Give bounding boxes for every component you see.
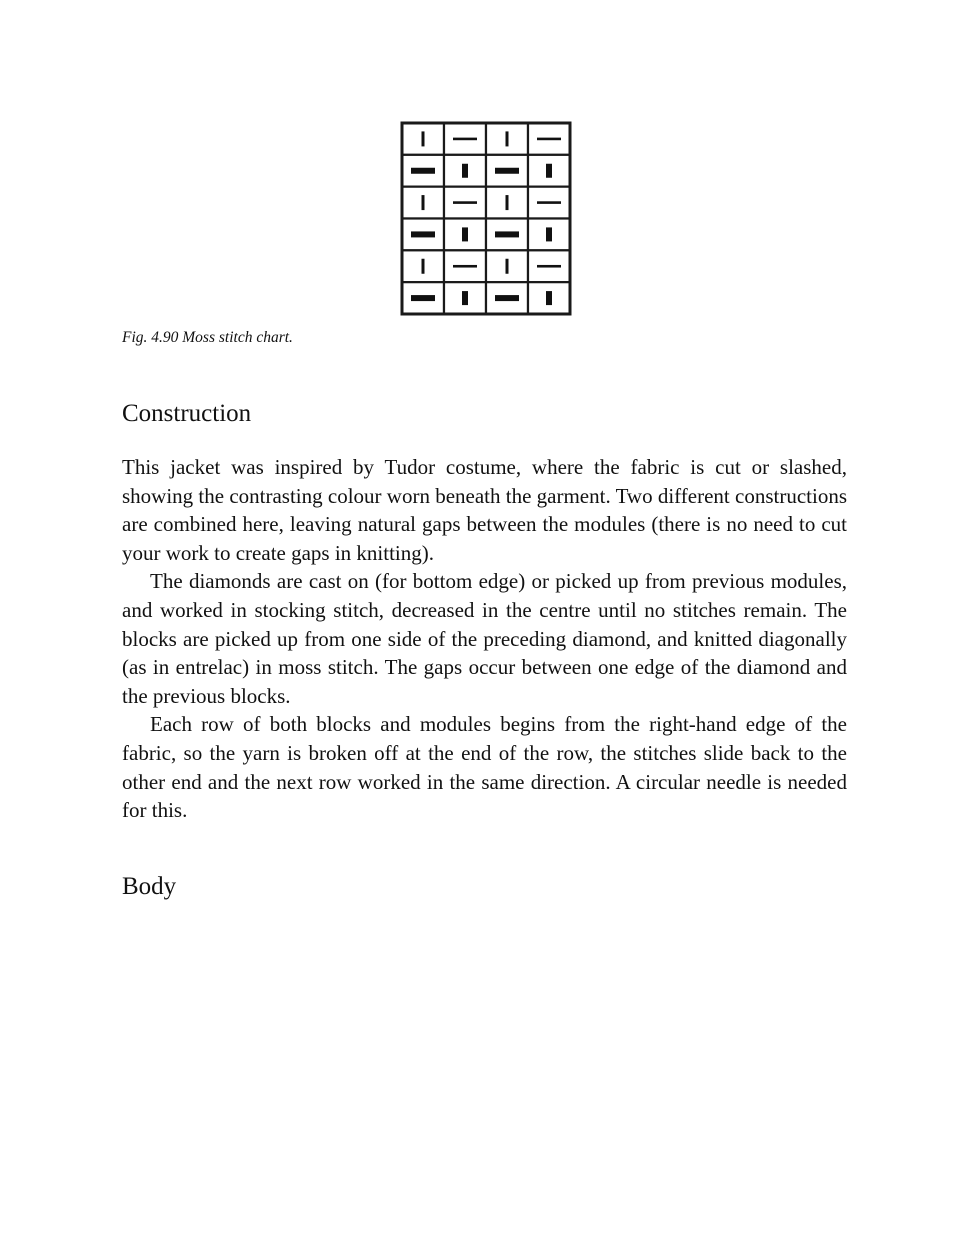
knit-symbol	[462, 227, 468, 241]
knit-symbol	[506, 195, 509, 210]
purl-symbol	[411, 231, 435, 237]
moss-stitch-chart	[400, 121, 572, 316]
knit-symbol	[506, 259, 509, 274]
purl-symbol	[495, 231, 519, 237]
knit-symbol	[546, 291, 552, 305]
purl-symbol	[453, 201, 477, 204]
section-heading-construction: Construction	[122, 400, 252, 427]
purl-symbol	[537, 138, 561, 141]
purl-symbol	[495, 295, 519, 301]
paragraph-3: Each row of both blocks and modules begins from the right-hand edge of the fabric, so the yarn is broken off at the end of the row, the stitches slide back to the other end and the next row worked in the same direction. A circular needle is needed for this.	[122, 712, 847, 823]
purl-symbol	[495, 168, 519, 174]
knit-symbol	[462, 164, 468, 178]
knit-symbol	[422, 195, 425, 210]
knit-symbol	[422, 131, 425, 146]
knit-symbol	[462, 291, 468, 305]
figure-caption: Fig. 4.90 Moss stitch chart.	[122, 329, 293, 346]
purl-symbol	[453, 265, 477, 268]
knit-symbol	[422, 259, 425, 274]
knit-symbol	[506, 131, 509, 146]
section-heading-body: Body	[122, 873, 177, 900]
paragraph-2: The diamonds are cast on (for bottom edge) or picked up from previous modules, and worked in stocking stitch, decreased in the centre until no stitches remain. The blocks are picked up from one side of the preceding diamond, and knitted diagonally (as in entrelac) in moss stitch. The gaps occur between one edge of the diamond and the previous blocks.	[122, 569, 847, 708]
purl-symbol	[537, 265, 561, 268]
moss-stitch-chart-svg	[400, 121, 572, 316]
purl-symbol	[453, 138, 477, 141]
construction-body-text	[122, 453, 847, 825]
purl-symbol	[411, 168, 435, 174]
purl-symbol	[411, 295, 435, 301]
paragraph-1: This jacket was inspired by Tudor costume, where the fabric is cut or slashed, showing the contrasting colour worn beneath the garment. Two different constructions are combined here, leaving natural gaps between the modules (there is no need to cut your work to create gaps in knitting).	[122, 455, 847, 565]
purl-symbol	[537, 201, 561, 204]
knit-symbol	[546, 227, 552, 241]
knit-symbol	[546, 164, 552, 178]
